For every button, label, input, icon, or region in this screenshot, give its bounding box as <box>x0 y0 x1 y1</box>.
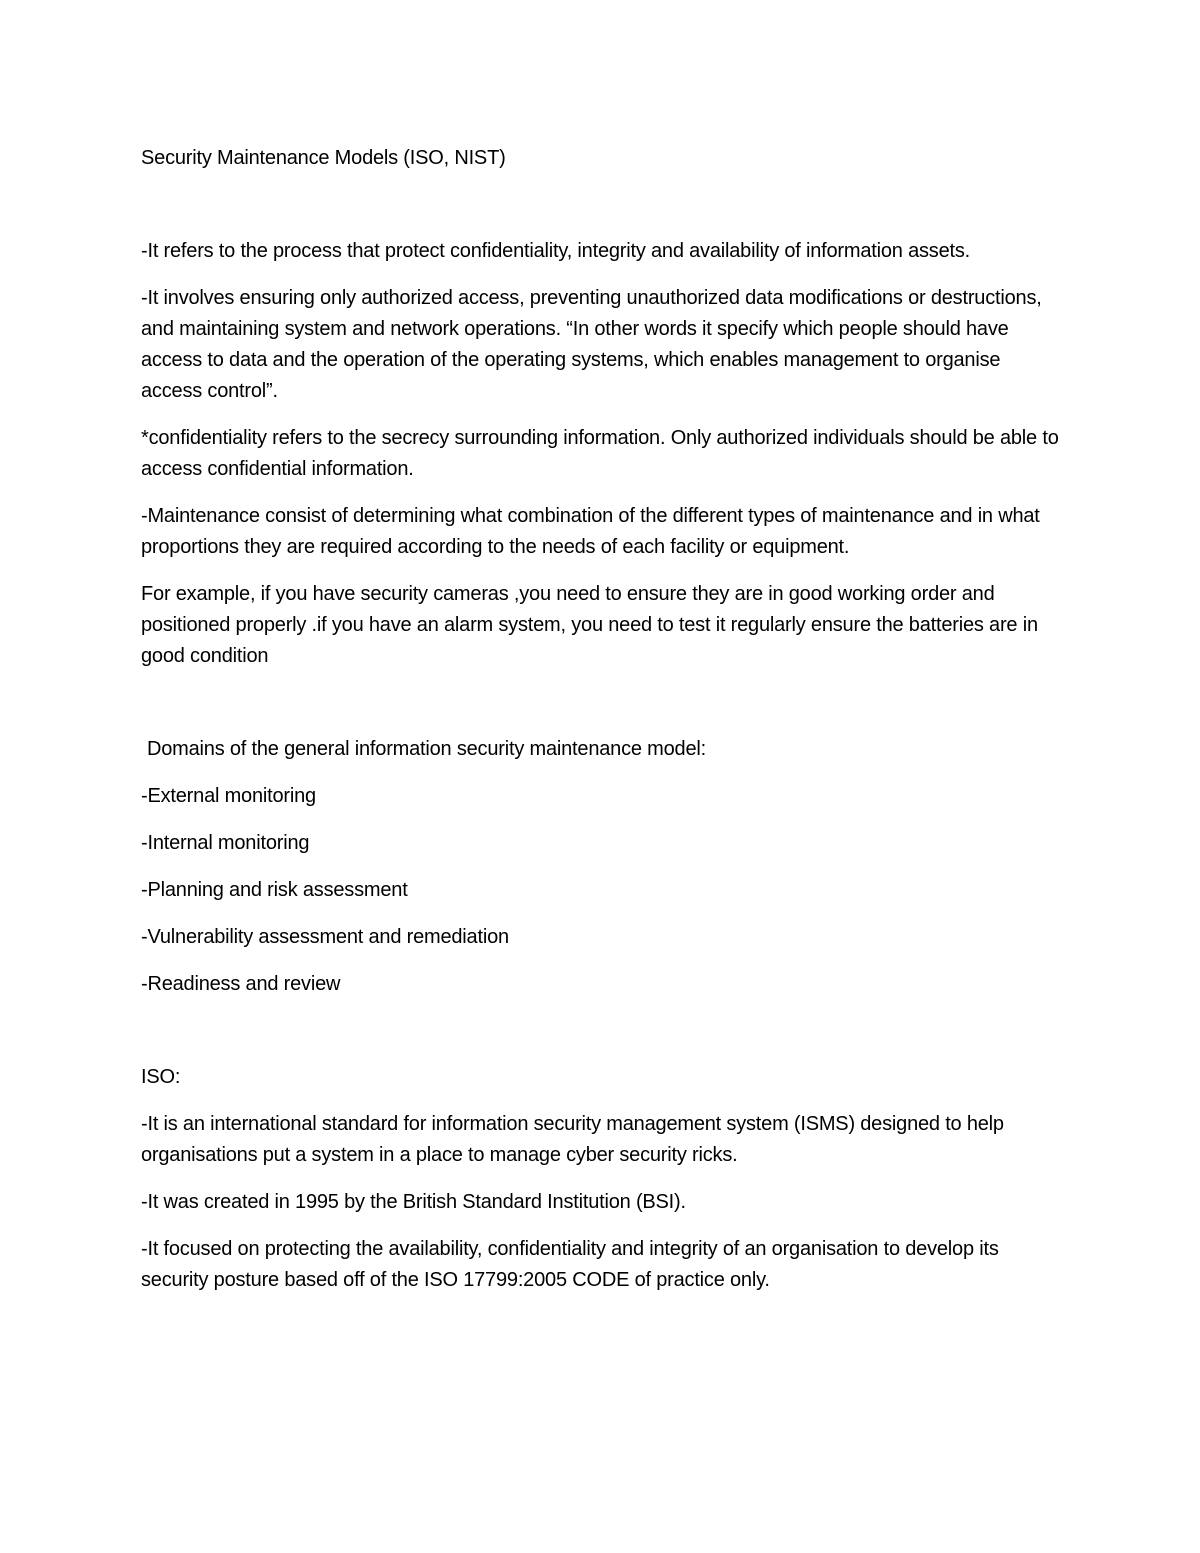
intro-paragraph-5: For example, if you have security cameras ,you need to ensure they are in good working order and positioned properly .if you have an alarm system, you need to test it regularly ensure the batteries are in good condition <box>141 583 1038 667</box>
document-body <box>141 143 1061 1312</box>
document-title: Security Maintenance Models (ISO, NIST) <box>141 147 506 169</box>
intro-paragraph-3: *confidentiality refers to the secrecy surrounding information. Only authorized individuals should be able to access confidential information. <box>141 427 1059 480</box>
intro-paragraph-1: -It refers to the process that protect confidentiality, integrity and availability of information assets. <box>141 240 971 262</box>
domains-heading: Domains of the general information security maintenance model: <box>147 738 707 760</box>
iso-point-1: -It is an international standard for information security management system (ISMS) designed to help organisations put a system in a place to manage cyber security ricks. <box>141 1113 1004 1166</box>
intro-paragraph-2: -It involves ensuring only authorized access, preventing unauthorized data modifications or destructions, and maintaining system and network operations. “In other words it specify which people should have access to data and the operation of the operating systems, which enables management to organise access control”. <box>141 287 1042 402</box>
domain-item-planning-risk: -Planning and risk assessment <box>141 879 408 901</box>
domain-item-external-monitoring: -External monitoring <box>141 785 316 807</box>
iso-point-2: -It was created in 1995 by the British Standard Institution (BSI). <box>141 1191 686 1213</box>
iso-heading: ISO: <box>141 1066 181 1088</box>
domain-item-internal-monitoring: -Internal monitoring <box>141 832 310 854</box>
domain-item-vulnerability: -Vulnerability assessment and remediation <box>141 926 509 948</box>
domain-item-readiness: -Readiness and review <box>141 973 341 995</box>
iso-point-3: -It focused on protecting the availability, confidentiality and integrity of an organisation to develop its security posture based off of the ISO 17799:2005 CODE of practice only. <box>141 1238 999 1291</box>
intro-paragraph-4: -Maintenance consist of determining what combination of the different types of maintenance and in what proportions they are required according to the needs of each facility or equipment. <box>141 505 1040 558</box>
